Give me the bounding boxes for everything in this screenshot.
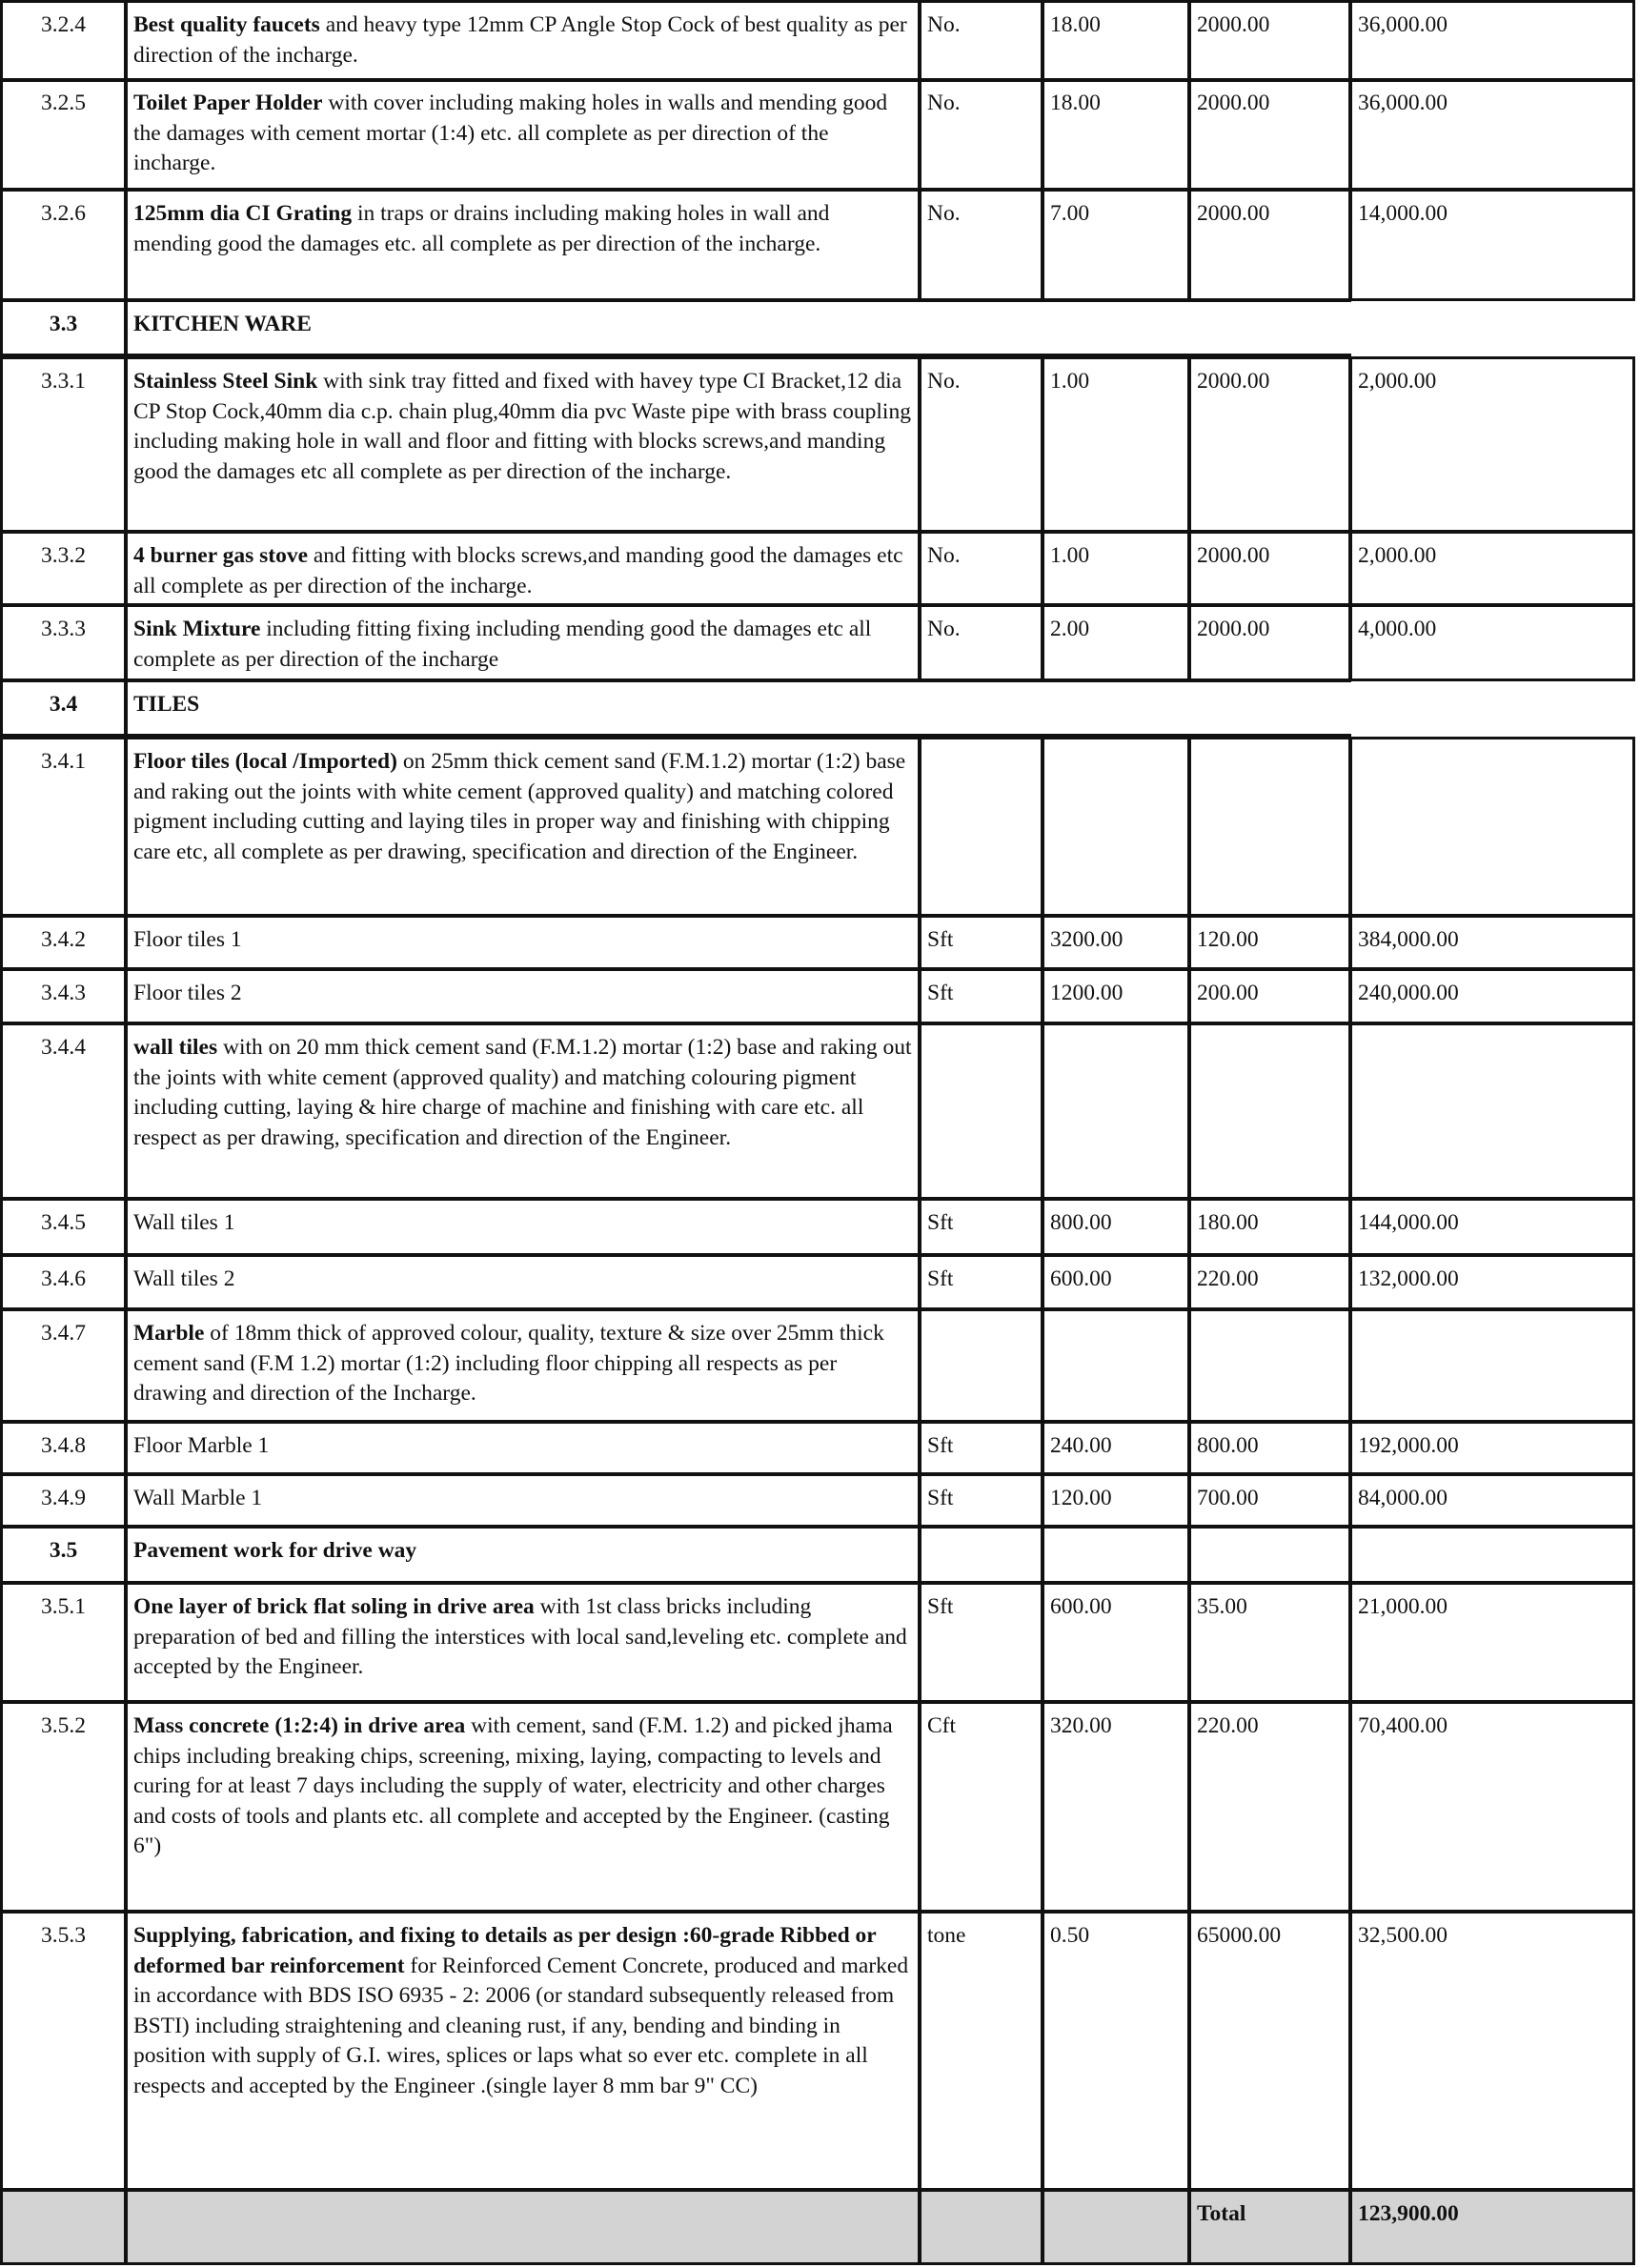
item-number: 3.4.5 (0, 1198, 127, 1256)
item-quantity: 240.00 (1042, 1421, 1190, 1475)
total-empty-cell (125, 2189, 921, 2265)
item-text: and fitting with blocks screws,and manding good the damages etc all complete as per direction of the incharge. (133, 543, 903, 598)
item-number: 3.4.1 (0, 737, 127, 917)
item-number: 3.2.4 (0, 0, 127, 82)
table-row (0, 1421, 1640, 1475)
item-quantity (1042, 737, 1190, 917)
section-number: 3.3 (0, 299, 127, 356)
item-rate (1188, 1308, 1351, 1423)
item-rate: 2000.00 (1188, 78, 1351, 191)
item-rate: 800.00 (1188, 1421, 1351, 1475)
item-amount: 21,000.00 (1349, 1582, 1635, 1703)
item-unit: Sft (919, 1473, 1043, 1528)
item-amount (1349, 737, 1635, 917)
item-text: with cover including making holes in walls and mending good the damages with cement mortar (1:4) etc. all complete as per direction of the incharge. (133, 91, 888, 175)
table-row (0, 915, 1640, 970)
item-quantity: 1.00 (1042, 356, 1190, 533)
item-description (125, 1023, 921, 1200)
item-amount: 2,000.00 (1349, 356, 1635, 533)
table-row (0, 1701, 1640, 1913)
item-unit: Sft (919, 915, 1043, 970)
table-row (0, 531, 1640, 606)
item-text: Wall Marble 1 (133, 1486, 263, 1510)
item-quantity: 120.00 (1042, 1473, 1190, 1528)
item-number: 3.3.2 (0, 531, 127, 606)
section-title: KITCHEN WARE (125, 299, 1351, 356)
table-row (0, 968, 1640, 1024)
item-text: in traps or drains including making holes in wall and mending good the damages etc. all complete as per direction of the incharge. (133, 201, 830, 256)
item-rate: 2000.00 (1188, 0, 1351, 82)
item-description (125, 189, 921, 301)
item-heading: Sink Mixture (133, 617, 261, 641)
item-rate: 65000.00 (1188, 1911, 1351, 2191)
item-unit: Sft (919, 1421, 1043, 1475)
item-quantity (1042, 1023, 1190, 1200)
item-text: including fitting fixing including mending good the damages etc all complete as per direction of the incharge (133, 617, 872, 672)
item-amount: 36,000.00 (1349, 0, 1635, 82)
item-heading: Supplying, fabrication, and fixing to details as per design :60-grade Ribbed or deformed bar reinforcement (133, 1923, 877, 1978)
table-row (0, 1911, 1640, 2191)
item-text: Wall tiles 2 (133, 1266, 235, 1291)
item-unit (919, 1023, 1043, 1200)
total-label: Total (1188, 2189, 1351, 2265)
item-rate: 2000.00 (1188, 356, 1351, 533)
item-unit: No. (919, 78, 1043, 191)
item-unit: No. (919, 189, 1043, 301)
section-title: TILES (125, 679, 1351, 737)
item-description (125, 1198, 921, 1256)
item-unit: No. (919, 356, 1043, 533)
item-quantity: 320.00 (1042, 1701, 1190, 1913)
item-amount (1349, 1526, 1635, 1584)
item-heading: Best quality faucets (133, 12, 320, 37)
item-amount: 70,400.00 (1349, 1701, 1635, 1913)
item-text: of 18mm thick of approved colour, quality, texture & size over 25mm thick cement sand (F.M 1.2) mortar (1:2) including floor chipping all respects as per drawing and direction of the Incharge. (133, 1321, 884, 1406)
total-empty-cell (919, 2189, 1043, 2265)
item-quantity: 600.00 (1042, 1254, 1190, 1310)
item-number: 3.4.7 (0, 1308, 127, 1423)
table-row (0, 604, 1640, 681)
item-unit: tone (919, 1911, 1043, 2191)
item-number: 3.4.9 (0, 1473, 127, 1528)
item-heading: Toilet Paper Holder (133, 91, 323, 115)
item-rate (1188, 737, 1351, 917)
item-amount: 192,000.00 (1349, 1421, 1635, 1475)
table-row (0, 737, 1640, 917)
item-description (125, 1308, 921, 1423)
item-heading: Stainless Steel Sink (133, 369, 318, 394)
item-rate (1188, 1526, 1351, 1584)
item-amount: 132,000.00 (1349, 1254, 1635, 1310)
table-row (0, 1308, 1640, 1423)
item-rate: 180.00 (1188, 1198, 1351, 1256)
table-row (0, 78, 1640, 191)
item-description (125, 968, 921, 1024)
item-quantity: 3200.00 (1042, 915, 1190, 970)
item-rate: 220.00 (1188, 1701, 1351, 1913)
item-description (125, 1911, 921, 2191)
item-text: with on 20 mm thick cement sand (F.M.1.2) mortar (1:2) base and raking out the joints with white cement (approved quality) and matching colouring pigment including cutting, laying & hire charge of machine and finishing with care etc. all respect as per drawing, specification and direction of the Engineer. (133, 1035, 912, 1150)
section-title: Pavement work for drive way (125, 1526, 921, 1584)
item-number: 3.3.1 (0, 356, 127, 533)
item-description (125, 1473, 921, 1528)
item-quantity: 1.00 (1042, 531, 1190, 606)
table-row (0, 1198, 1640, 1256)
item-amount: 84,000.00 (1349, 1473, 1635, 1528)
item-quantity (1042, 1526, 1190, 1584)
item-description (125, 737, 921, 917)
item-heading: 4 burner gas stove (133, 543, 308, 568)
item-text: Floor tiles 1 (133, 927, 242, 952)
item-heading: Floor tiles (local /Imported) (133, 749, 397, 774)
table-row (0, 1582, 1640, 1703)
item-text: with cement, sand (F.M. 1.2) and picked jhama chips including breaking chips, screening, mixing, laying, compacting to levels and curing for at least 7 days including the supply of water, electricity and other charges and costs of tools and plants etc. all complete and accepted by the Engineer. (casting 6") (133, 1713, 893, 1858)
item-number: 3.5.2 (0, 1701, 127, 1913)
item-description (125, 1582, 921, 1703)
item-amount: 240,000.00 (1349, 968, 1635, 1024)
item-number: 3.4.3 (0, 968, 127, 1024)
item-text: for Reinforced Cement Concrete, produced and marked in accordance with BDS ISO 6935 - 2: 2006 (or standard subsequently released from BSTI) including straightening and cleaning rust, if any, bending and binding in position with supply of G.I. wires, splices or laps what so ever etc. complete in all respects and accepted by the Engineer .(single layer 8 mm bar 9" CC) (133, 1953, 909, 2098)
item-quantity: 1200.00 (1042, 968, 1190, 1024)
item-number: 3.3.3 (0, 604, 127, 681)
item-unit: Sft (919, 1198, 1043, 1256)
item-text: with 1st class bricks including preparation of bed and filling the interstices with local sand,leveling etc. complete and accepted by the Engineer. (133, 1594, 907, 1679)
item-amount: 14,000.00 (1349, 189, 1635, 301)
item-rate: 700.00 (1188, 1473, 1351, 1528)
item-heading: Marble (133, 1321, 205, 1346)
item-rate: 120.00 (1188, 915, 1351, 970)
item-description (125, 531, 921, 606)
table-row (0, 679, 1640, 737)
item-rate: 35.00 (1188, 1582, 1351, 1703)
section-number: 3.4 (0, 679, 127, 737)
table-row (0, 1473, 1640, 1528)
item-description (125, 1421, 921, 1475)
item-quantity: 2.00 (1042, 604, 1190, 681)
item-heading: Mass concrete (1:2:4) in drive area (133, 1713, 466, 1738)
item-description (125, 0, 921, 82)
item-text: and heavy type 12mm CP Angle Stop Cock of best quality as per direction of the incharge. (133, 12, 907, 68)
item-amount: 4,000.00 (1349, 604, 1635, 681)
item-unit: Cft (919, 1701, 1043, 1913)
table-row (0, 0, 1640, 82)
item-unit: No. (919, 0, 1043, 82)
item-heading: wall tiles (133, 1035, 218, 1060)
item-amount: 2,000.00 (1349, 531, 1635, 606)
section-number: 3.5 (0, 1526, 127, 1584)
item-quantity: 7.00 (1042, 189, 1190, 301)
item-rate: 200.00 (1188, 968, 1351, 1024)
item-quantity: 600.00 (1042, 1582, 1190, 1703)
item-description (125, 78, 921, 191)
item-quantity: 18.00 (1042, 0, 1190, 82)
table-row (0, 189, 1640, 301)
item-number: 3.4.4 (0, 1023, 127, 1200)
item-rate: 2000.00 (1188, 604, 1351, 681)
item-text: Floor Marble 1 (133, 1433, 270, 1458)
item-number: 3.4.2 (0, 915, 127, 970)
item-description (125, 915, 921, 970)
total-empty-cell (1042, 2189, 1190, 2265)
table-row (0, 1023, 1640, 1200)
item-amount (1349, 1308, 1635, 1423)
item-quantity: 800.00 (1042, 1198, 1190, 1256)
item-description (125, 356, 921, 533)
item-unit: Sft (919, 968, 1043, 1024)
table-row (0, 1254, 1640, 1310)
item-text: Wall tiles 1 (133, 1210, 235, 1235)
item-text: Floor tiles 2 (133, 981, 242, 1005)
item-number: 3.5.1 (0, 1582, 127, 1703)
item-number: 3.5.3 (0, 1911, 127, 2191)
item-rate: 2000.00 (1188, 531, 1351, 606)
item-amount: 144,000.00 (1349, 1198, 1635, 1256)
item-number: 3.4.6 (0, 1254, 127, 1310)
item-unit: No. (919, 604, 1043, 681)
item-description (125, 1701, 921, 1913)
item-rate: 220.00 (1188, 1254, 1351, 1310)
item-unit (919, 737, 1043, 917)
total-amount: 123,900.00 (1349, 2189, 1635, 2265)
item-quantity: 18.00 (1042, 78, 1190, 191)
item-quantity (1042, 1308, 1190, 1423)
item-rate (1188, 1023, 1351, 1200)
item-amount: 32,500.00 (1349, 1911, 1635, 2191)
item-unit (919, 1308, 1043, 1423)
item-number: 3.4.8 (0, 1421, 127, 1475)
item-text: with sink tray fitted and fixed with havey type CI Bracket,12 dia CP Stop Cock,40mm dia c.p. chain plug,40mm dia pvc Waste pipe with brass coupling including making hole in wall and floor and fitting with blocks screws,and manding good the damages etc all complete as per direction of the incharge. (133, 369, 911, 484)
item-unit: Sft (919, 1582, 1043, 1703)
item-rate: 2000.00 (1188, 189, 1351, 301)
item-description (125, 604, 921, 681)
item-description (125, 1254, 921, 1310)
table-row (0, 356, 1640, 533)
item-unit: No. (919, 531, 1043, 606)
item-amount: 36,000.00 (1349, 78, 1635, 191)
total-empty-cell (0, 2189, 127, 2265)
total-row (0, 2189, 1640, 2265)
item-number: 3.2.6 (0, 189, 127, 301)
item-number: 3.2.5 (0, 78, 127, 191)
item-amount (1349, 1023, 1635, 1200)
item-heading: 125mm dia CI Grating (133, 201, 353, 226)
item-unit: Sft (919, 1254, 1043, 1310)
item-text: on 25mm thick cement sand (F.M.1.2) mortar (1:2) base and raking out the joints with white cement (approved quality) and matching colored pigment including cutting and laying tiles in proper way and finishing with chipping care etc, all complete as per drawing, specification and direction of the Engineer. (133, 749, 906, 864)
item-quantity: 0.50 (1042, 1911, 1190, 2191)
item-unit (919, 1526, 1043, 1584)
item-heading: One layer of brick flat soling in drive area (133, 1594, 535, 1619)
item-amount: 384,000.00 (1349, 915, 1635, 970)
table-row (0, 1526, 1640, 1584)
table-row (0, 299, 1640, 356)
